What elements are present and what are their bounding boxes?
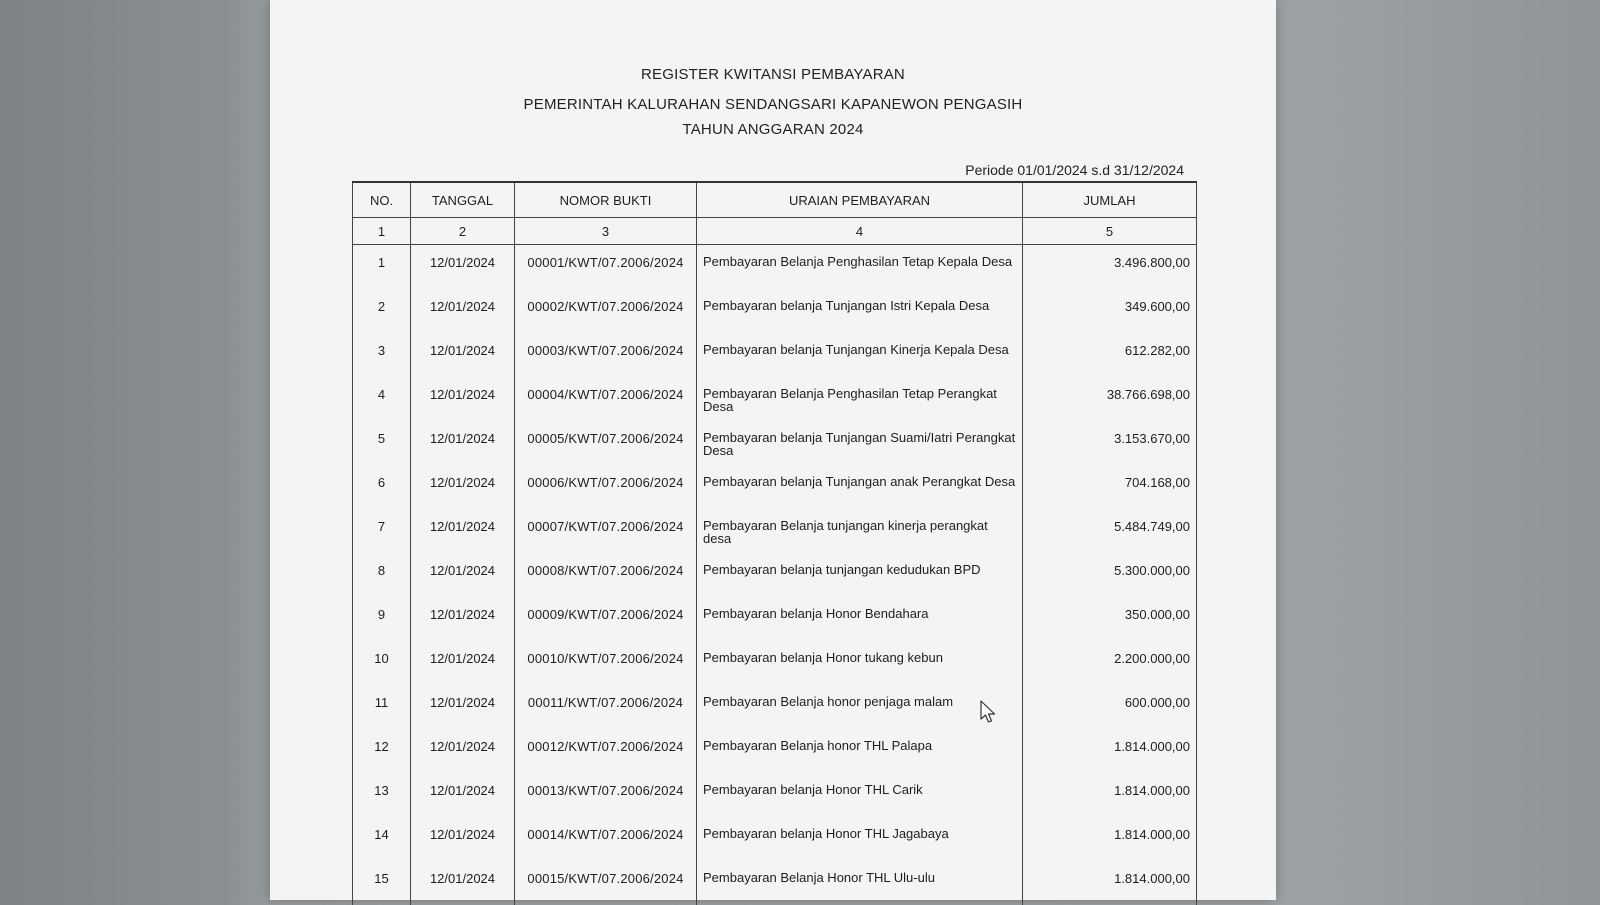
- row-nomor-bukti: 00001/KWT/07.2006/2024: [515, 245, 697, 289]
- col-header-nomor-bukti: NOMOR BUKTI: [515, 182, 697, 218]
- row-uraian: Pembayaran belanja Tunjangan Suami/Iatri Perangkat Desa: [697, 421, 1023, 465]
- row-uraian: Pembayaran Belanja tunjangan kinerja perangkat desa: [697, 509, 1023, 553]
- row-uraian: Pembayaran Belanja Honor THL Ulu-ulu: [697, 861, 1023, 905]
- row-jumlah: 3.153.670,00: [1023, 421, 1197, 465]
- document-subtitle-year: TAHUN ANGGARAN 2024: [682, 121, 864, 138]
- row-uraian: Pembayaran belanja tunjangan kedudukan BPD: [697, 553, 1023, 597]
- periode-label: Periode 01/01/2024 s.d 31/12/2024: [965, 162, 1184, 178]
- row-no: 1: [353, 245, 411, 289]
- row-jumlah: 3.496.800,00: [1023, 245, 1197, 289]
- row-jumlah: 2.200.000,00: [1023, 641, 1197, 685]
- table-row: [353, 377, 1197, 421]
- row-tanggal: 12/01/2024: [411, 421, 515, 465]
- table-row: [353, 333, 1197, 377]
- row-uraian: Pembayaran Belanja honor THL Palapa: [697, 729, 1023, 773]
- row-jumlah: 350.000,00: [1023, 597, 1197, 641]
- row-jumlah: 1.814.000,00: [1023, 773, 1197, 817]
- table-row: [353, 465, 1197, 509]
- row-uraian: Pembayaran belanja Honor tukang kebun: [697, 641, 1023, 685]
- row-tanggal: 12/01/2024: [411, 729, 515, 773]
- table-row: [353, 553, 1197, 597]
- col-number: 1: [353, 218, 411, 245]
- row-tanggal: 12/01/2024: [411, 553, 515, 597]
- row-uraian: Pembayaran Belanja Penghasilan Tetap Perangkat Desa: [697, 377, 1023, 421]
- document-subtitle-government: PEMERINTAH KALURAHAN SENDANGSARI KAPANEWON PENGASIH: [523, 96, 1023, 113]
- row-tanggal: 12/01/2024: [411, 289, 515, 333]
- row-jumlah: 5.300.000,00: [1023, 553, 1197, 597]
- row-tanggal: 12/01/2024: [411, 641, 515, 685]
- row-uraian: Pembayaran Belanja Penghasilan Tetap Kepala Desa: [697, 245, 1023, 289]
- row-nomor-bukti: 00006/KWT/07.2006/2024: [515, 465, 697, 509]
- row-uraian: Pembayaran belanja Honor THL Carik: [697, 773, 1023, 817]
- row-nomor-bukti: 00002/KWT/07.2006/2024: [515, 289, 697, 333]
- col-header-tanggal: TANGGAL: [411, 182, 515, 218]
- table-row: [353, 817, 1197, 861]
- row-uraian: Pembayaran belanja Honor THL Jagabaya: [697, 817, 1023, 861]
- table-row: [353, 421, 1197, 465]
- row-jumlah: 1.814.000,00: [1023, 729, 1197, 773]
- row-no: 14: [353, 817, 411, 861]
- document-page: [270, 0, 1276, 900]
- col-header-no: NO.: [353, 182, 411, 218]
- row-no: 11: [353, 685, 411, 729]
- row-uraian: Pembayaran Belanja honor penjaga malam: [697, 685, 1023, 729]
- row-jumlah: 349.600,00: [1023, 289, 1197, 333]
- row-jumlah: 704.168,00: [1023, 465, 1197, 509]
- row-nomor-bukti: 00003/KWT/07.2006/2024: [515, 333, 697, 377]
- table-row: [353, 773, 1197, 817]
- table-row: [353, 597, 1197, 641]
- row-no: 15: [353, 861, 411, 905]
- table-header-row: [353, 182, 1197, 218]
- row-nomor-bukti: 00014/KWT/07.2006/2024: [515, 817, 697, 861]
- row-tanggal: 12/01/2024: [411, 377, 515, 421]
- table-row: [353, 729, 1197, 773]
- row-no: 5: [353, 421, 411, 465]
- row-uraian: Pembayaran belanja Tunjangan anak Perangkat Desa: [697, 465, 1023, 509]
- table-row: [353, 685, 1197, 729]
- row-nomor-bukti: 00009/KWT/07.2006/2024: [515, 597, 697, 641]
- row-no: 12: [353, 729, 411, 773]
- col-header-jumlah: JUMLAH: [1023, 182, 1197, 218]
- col-number: 3: [515, 218, 697, 245]
- mouse-pointer-icon: [980, 700, 998, 724]
- col-header-uraian: URAIAN PEMBAYARAN: [697, 182, 1023, 218]
- col-number: 5: [1023, 218, 1197, 245]
- row-jumlah: 38.766.698,00: [1023, 377, 1197, 421]
- col-number: 2: [411, 218, 515, 245]
- row-no: 10: [353, 641, 411, 685]
- row-uraian: Pembayaran belanja Tunjangan Kinerja Kepala Desa: [697, 333, 1023, 377]
- row-nomor-bukti: 00008/KWT/07.2006/2024: [515, 553, 697, 597]
- row-no: 13: [353, 773, 411, 817]
- row-tanggal: 12/01/2024: [411, 861, 515, 905]
- row-tanggal: 12/01/2024: [411, 817, 515, 861]
- row-nomor-bukti: 00010/KWT/07.2006/2024: [515, 641, 697, 685]
- column-number-row: [353, 218, 1197, 245]
- row-nomor-bukti: 00005/KWT/07.2006/2024: [515, 421, 697, 465]
- row-nomor-bukti: 00012/KWT/07.2006/2024: [515, 729, 697, 773]
- row-tanggal: 12/01/2024: [411, 597, 515, 641]
- table-row: [353, 861, 1197, 905]
- row-no: 3: [353, 333, 411, 377]
- table-row: [353, 641, 1197, 685]
- row-jumlah: 600.000,00: [1023, 685, 1197, 729]
- row-jumlah: 612.282,00: [1023, 333, 1197, 377]
- row-nomor-bukti: 00004/KWT/07.2006/2024: [515, 377, 697, 421]
- row-jumlah: 1.814.000,00: [1023, 861, 1197, 905]
- row-nomor-bukti: 00011/KWT/07.2006/2024: [515, 685, 697, 729]
- document-title: REGISTER KWITANSI PEMBAYARAN: [641, 66, 905, 83]
- row-no: 2: [353, 289, 411, 333]
- row-tanggal: 12/01/2024: [411, 245, 515, 289]
- col-number: 4: [697, 218, 1023, 245]
- table-row: [353, 245, 1197, 289]
- row-tanggal: 12/01/2024: [411, 773, 515, 817]
- table-row: [353, 289, 1197, 333]
- row-nomor-bukti: 00007/KWT/07.2006/2024: [515, 509, 697, 553]
- register-table: [352, 181, 1197, 905]
- row-tanggal: 12/01/2024: [411, 465, 515, 509]
- row-tanggal: 12/01/2024: [411, 509, 515, 553]
- row-nomor-bukti: 00013/KWT/07.2006/2024: [515, 773, 697, 817]
- row-no: 9: [353, 597, 411, 641]
- row-no: 4: [353, 377, 411, 421]
- row-uraian: Pembayaran belanja Honor Bendahara: [697, 597, 1023, 641]
- table-row: [353, 509, 1197, 553]
- row-jumlah: 5.484.749,00: [1023, 509, 1197, 553]
- row-tanggal: 12/01/2024: [411, 333, 515, 377]
- row-no: 7: [353, 509, 411, 553]
- row-tanggal: 12/01/2024: [411, 685, 515, 729]
- row-no: 6: [353, 465, 411, 509]
- row-no: 8: [353, 553, 411, 597]
- row-nomor-bukti: 00015/KWT/07.2006/2024: [515, 861, 697, 905]
- row-uraian: Pembayaran belanja Tunjangan Istri Kepala Desa: [697, 289, 1023, 333]
- row-jumlah: 1.814.000,00: [1023, 817, 1197, 861]
